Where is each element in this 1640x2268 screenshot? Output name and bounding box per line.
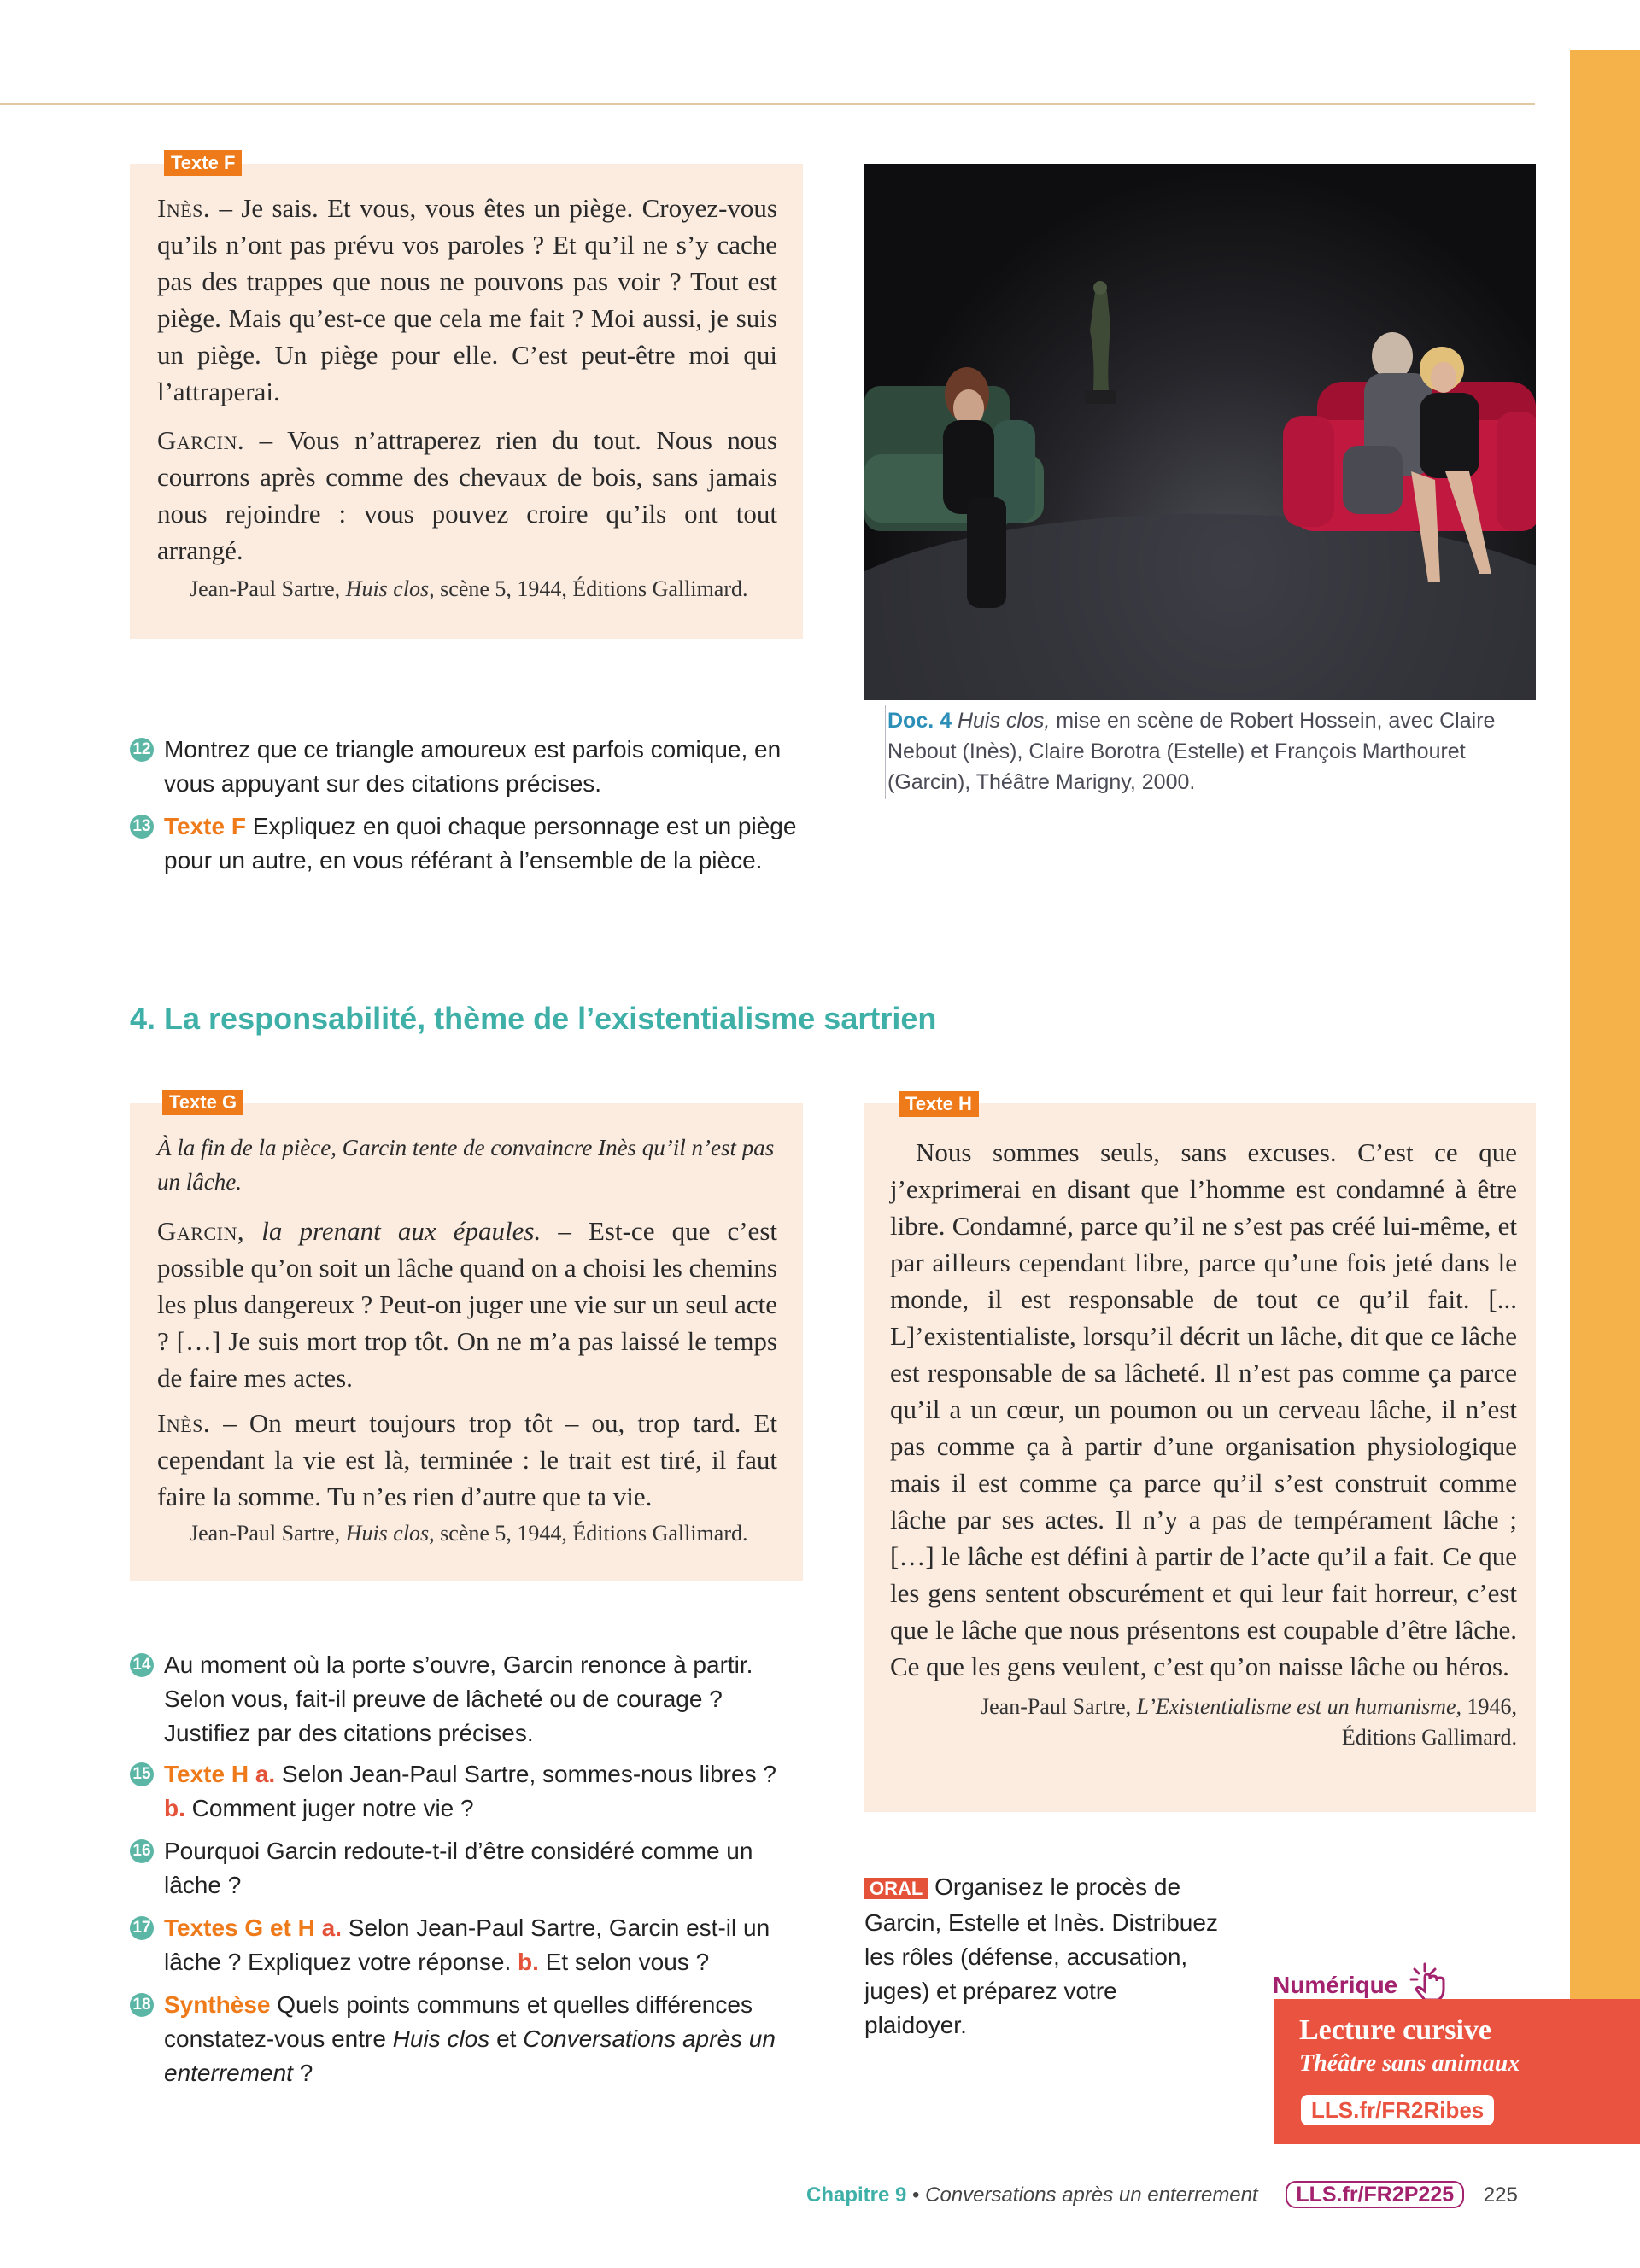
- question-number-badge: 14: [130, 1653, 154, 1677]
- oral-tag: ORAL: [864, 1878, 928, 1899]
- texte-h-tag: Texte H: [899, 1091, 979, 1117]
- texte-g-intro: À la fin de la pièce, Garcin tente de convaincre Inès qu’il n’est pas un lâche.: [157, 1135, 775, 1195]
- texte-f-source: Jean-Paul Sartre, Huis clos, scène 5, 1944, Éditions Gallimard.: [190, 576, 748, 601]
- numerique-label: Numérique: [1273, 1961, 1456, 2005]
- question-12: 12 Montrez que ce triangle amoureux est parfois comique, en vous appuyant sur des citations précises.: [130, 733, 805, 801]
- texte-g-paragraph-2: Inès. – On meurt toujours trop tôt – ou, trop tard. Et cependant la vie est là, terminée : le trait est tiré, il faut faire la somme. Tu n’es rien d’autre que ta vie.: [157, 1408, 777, 1511]
- question-15: 15 Texte H a. Selon Jean-Paul Sartre, sommes-nous libres ? b. Comment juger notre vie ?: [130, 1757, 805, 1826]
- texte-g-tag: Texte G: [162, 1090, 243, 1115]
- question-number-badge: 17: [130, 1916, 154, 1940]
- question-17: 17 Textes G et H a. Selon Jean-Paul Sartre, Garcin est-il un lâche ? Expliquez votre réponse. b. Et selon vous ?: [130, 1911, 805, 1979]
- question-14: 14 Au moment où la porte s’ouvre, Garcin renonce à partir. Selon vous, fait-il preuve de lâcheté ou de courage ? Justifiez par des citations précises.: [130, 1648, 805, 1751]
- texte-h-paragraph: Nous sommes seuls, sans excuses. C’est ce que j’exprimerai en disant que l’homme est condamné à être libre. Condamné, parce qu’il ne s’est pas créé lui-même, et par ailleurs cependant libre, parce qu’une fois jeté dans le monde, il est responsable de tout ce qu’il fait. [... L]’existentialiste, lorsqu’il décrit un lâche, dit que ce lâche est responsable de sa lâcheté. Il n’est pas comme ça parce qu’il a un cœur, un poumon ou un cerveau lâche, il n’est pas comme ça à partir d’une organisation physiologique mais il est comme ça parce qu’il s’est construit comme lâche par ses actes. Il n’y a pas de tempérament lâche ; […] le lâche est défini à partir de l’acte qu’il a fait. Ce que les gens sentent obscurément et qui leur fait horreur, c’est que le lâche que nous présentons est coupable d’être lâche. Ce que les gens veulent, c’est qu’on naisse lâche ou héros.: [890, 1137, 1517, 1681]
- question-number-badge: 12: [130, 738, 154, 762]
- texte-g-source: Jean-Paul Sartre, Huis clos, scène 5, 1944, Éditions Gallimard.: [190, 1521, 748, 1546]
- lecture-cursive-link[interactable]: LLS.fr/FR2Ribes: [1301, 2095, 1494, 2125]
- texte-f-tag: Texte F: [164, 150, 242, 176]
- lecture-cursive-box: [1274, 1999, 1640, 2144]
- section-title: 4. La responsabilité, thème de l’existentialisme sartrien: [130, 1001, 937, 1036]
- texte-f-box: [130, 152, 803, 639]
- texte-h-box: [864, 1093, 1536, 1812]
- texte-f-paragraph-1: Inès. – Je sais. Et vous, vous êtes un piège. Croyez-vous qu’ils n’ont pas prévu vos paroles ? Et qu’il ne s’y cache pas des trappes que nous ne pouvons pas voir ? Tout est piège. Mais qu’est-ce que cela me fait ? Moi aussi, je suis un piège. Un piège pour elle. C’est peut-être moi qui l’attraperai.: [157, 193, 777, 406]
- stage-scene-illustration: [864, 164, 1536, 700]
- side-color-bar: [1570, 50, 1640, 2002]
- texte-h-source: Jean-Paul Sartre, L’Existentialisme est un humanisme, 1946, Éditions Gallimard.: [981, 1694, 1517, 1750]
- question-13: 13 Texte F Expliquez en quoi chaque personnage est un piège pour un autre, en vous référant à l’ensemble de la pièce.: [130, 810, 805, 878]
- top-rule: [0, 103, 1535, 105]
- question-number-badge: 13: [130, 815, 154, 839]
- doc4-caption: Doc. 4 Huis clos, mise en scène de Robert Hossein, avec Claire Nebout (Inès), Claire Borotra (Estelle) et François Marthouret (Garcin), Théâtre Marigny, 2000.: [887, 709, 1496, 794]
- oral-activity: ORAL Organisez le procès de Garcin, Estelle et Inès. Distribuez les rôles (défense, accusation, juges) et préparez votre plaidoyer.: [864, 1873, 1218, 2038]
- texte-g-paragraph-1: Garcin, la prenant aux épaules. – Est-ce que c’est possible qu’on soit un lâche quand on a choisi les chemins les plus dangereux ? Peut-on juger une vie sur un seul acte ? […] Je suis mort trop tôt. On ne m’a pas laissé le temps de faire mes actes.: [157, 1216, 777, 1393]
- footer-link[interactable]: LLS.fr/FR2P225: [1286, 2181, 1464, 2208]
- question-number-badge: 15: [130, 1762, 154, 1786]
- speaker-garcin: Garcin.: [157, 425, 245, 455]
- question-number-badge: 18: [130, 1993, 154, 2017]
- speaker-ines: Inès.: [157, 193, 211, 223]
- stage-photo: [864, 164, 1536, 700]
- footer-chapter-title: Conversations après un enterrement: [925, 2183, 1258, 2207]
- page-number: 225: [1483, 2183, 1518, 2207]
- footer: Chapitre 9 • Conversations après un enterrement LLS.fr/FR2P225 225: [806, 2183, 1518, 2207]
- lecture-cursive-subtitle: Théâtre sans animaux: [1299, 2050, 1520, 2077]
- question-number-badge: 16: [130, 1839, 154, 1863]
- texte-g-box: [130, 1091, 803, 1581]
- question-18: 18 Synthèse Quels points communs et quelles différences constatez-vous entre Huis clos et Conversations après un enterrement ?: [130, 1988, 805, 2090]
- texte-f-paragraph-2: Garcin. – Vous n’attraperez rien du tout. Nous nous courrons après comme des chevaux de bois, sans jamais nous rejoindre : vous pouvez croire qu’ils ont tout arrangé.: [157, 425, 777, 565]
- lecture-cursive-title: Lecture cursive: [1299, 2014, 1492, 2046]
- footer-chapter: Chapitre 9: [806, 2183, 907, 2207]
- doc4-label: Doc. 4: [887, 709, 952, 733]
- question-16: 16 Pourquoi Garcin redoute-t-il d’être considéré comme un lâche ?: [130, 1834, 805, 1903]
